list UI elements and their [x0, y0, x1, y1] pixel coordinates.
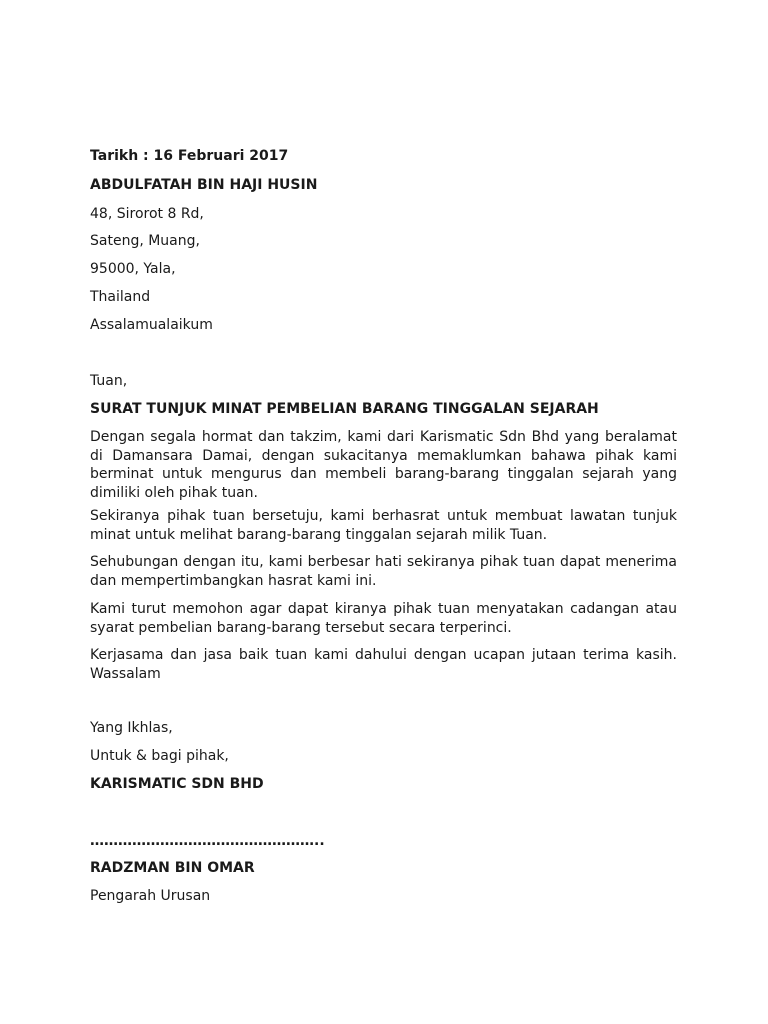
salutation: Tuan,: [90, 373, 128, 389]
closing-sincerely: Yang Ikhlas,: [90, 720, 173, 736]
body-paragraph: Dengan segala hormat dan takzim, kami dari Karismatic Sdn Bhd yang beralamat di Damansara Damai, dengan sukacitanya memaklumkan bahawa pihak kami berminat untuk mengurus dan membeli barang-barang tinggalan sejarah yang dimiliki oleh pihak tuan.: [90, 429, 677, 501]
greeting: Assalamualaikum: [90, 317, 213, 333]
body-paragraph: Sehubungan dengan itu, kami berbesar hati sekiranya pihak tuan dapat menerima dan mempertimbangkan hasrat kami ini.: [90, 554, 677, 589]
recipient-name: ABDULFATAH BIN HAJI HUSIN: [90, 177, 318, 193]
signatory-name: RADZMAN BIN OMAR: [90, 860, 255, 876]
subject-line: SURAT TUNJUK MINAT PEMBELIAN BARANG TINGGALAN SEJARAH: [90, 401, 599, 417]
body-paragraph: Kerjasama dan jasa baik tuan kami dahului dengan ucapan jutaan terima kasih. Wassalam: [90, 647, 677, 682]
date-line: Tarikh : 16 Februari 2017: [90, 148, 289, 164]
recipient-address-line: Thailand: [90, 289, 151, 305]
recipient-address-line: 95000, Yala,: [90, 261, 176, 277]
body-paragraph: Kami turut memohon agar dapat kiranya pihak tuan menyatakan cadangan atau syarat pembelian barang-barang tersebut secara terperinci.: [90, 601, 677, 636]
recipient-address-line: 48, Sirorot 8 Rd,: [90, 206, 204, 222]
body-paragraph: Sekiranya pihak tuan bersetuju, kami berhasrat untuk membuat lawatan tunjuk minat untuk melihat barang-barang tinggalan sejarah milik Tuan.: [90, 508, 677, 543]
recipient-address-line: Sateng, Muang,: [90, 233, 200, 249]
company-name: KARISMATIC SDN BHD: [90, 776, 264, 792]
signatory-title: Pengarah Urusan: [90, 888, 211, 904]
closing-on-behalf: Untuk & bagi pihak,: [90, 748, 229, 764]
signature-line: …………………………………………..: [90, 833, 325, 849]
